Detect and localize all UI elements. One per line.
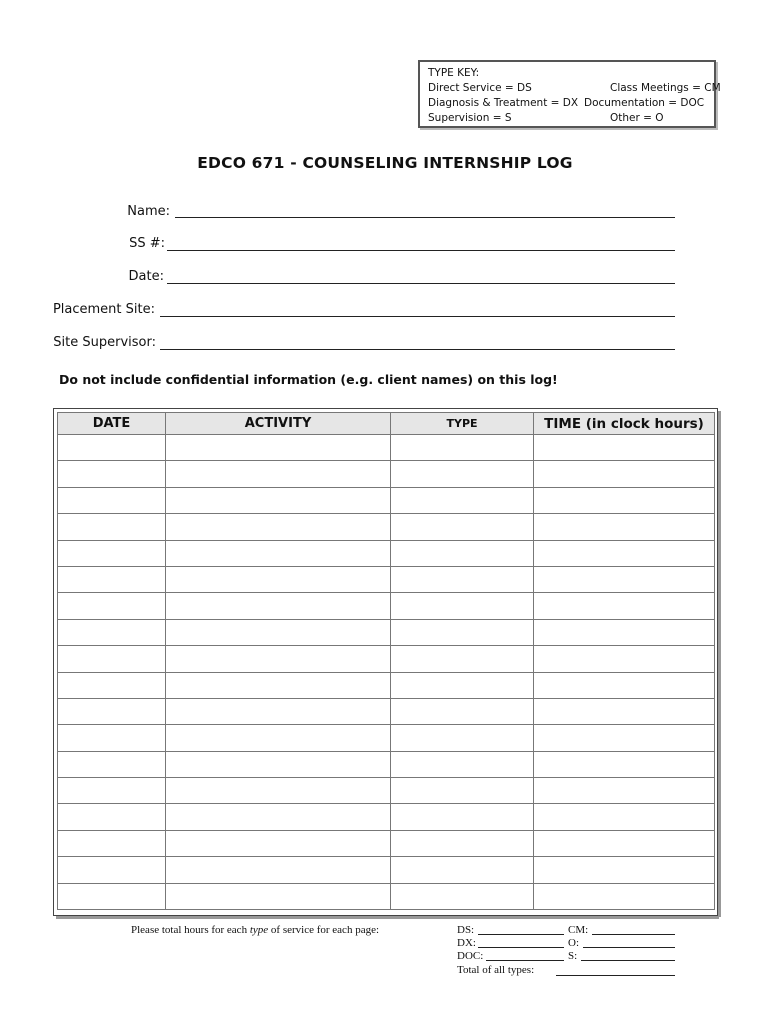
placement-site-field[interactable] — [160, 316, 675, 317]
date-field[interactable] — [167, 283, 675, 284]
activity-cell[interactable] — [166, 830, 391, 856]
type-cell[interactable] — [391, 751, 534, 777]
activity-cell[interactable] — [166, 778, 391, 804]
table-row — [58, 725, 715, 751]
date-cell[interactable] — [58, 593, 166, 619]
log-grid — [57, 412, 715, 910]
activity-cell[interactable] — [166, 593, 391, 619]
time-cell[interactable] — [534, 778, 715, 804]
placement-site-label: Placement Site: — [52, 302, 155, 317]
table-header-row — [58, 413, 715, 435]
ss-field[interactable] — [167, 250, 675, 251]
date-cell[interactable] — [58, 619, 166, 645]
activity-cell[interactable] — [166, 751, 391, 777]
date-cell[interactable] — [58, 672, 166, 698]
date-cell[interactable] — [58, 751, 166, 777]
activity-cell[interactable] — [166, 487, 391, 513]
time-cell[interactable] — [534, 672, 715, 698]
activity-cell[interactable] — [166, 804, 391, 830]
time-cell[interactable] — [534, 540, 715, 566]
name-label: Name: — [127, 204, 170, 219]
table-row — [58, 540, 715, 566]
table-row — [58, 804, 715, 830]
table-row — [58, 857, 715, 883]
table-row — [58, 830, 715, 856]
type-cell[interactable] — [391, 830, 534, 856]
site-supervisor-label: Site Supervisor: — [53, 335, 156, 350]
time-cell[interactable] — [534, 698, 715, 724]
table-row — [58, 646, 715, 672]
ss-label: SS #: — [129, 236, 165, 251]
table-row — [58, 619, 715, 645]
table-row — [58, 593, 715, 619]
date-cell[interactable] — [58, 804, 166, 830]
totals-instruction-a: Please total hours for each — [131, 924, 250, 936]
type-key-doc: Documentation = DOC — [584, 97, 705, 109]
date-cell[interactable] — [58, 566, 166, 592]
type-cell[interactable] — [391, 646, 534, 672]
header-activity: ACTIVITY — [166, 413, 391, 435]
date-label: Date: — [128, 269, 164, 284]
type-cell[interactable] — [391, 540, 534, 566]
activity-cell[interactable] — [166, 725, 391, 751]
type-cell[interactable] — [391, 566, 534, 592]
type-cell[interactable] — [391, 593, 534, 619]
type-key-cm: Class Meetings = CM — [610, 82, 721, 94]
activity-cell[interactable] — [166, 540, 391, 566]
table-row — [58, 751, 715, 777]
type-cell[interactable] — [391, 435, 534, 461]
date-cell[interactable] — [58, 646, 166, 672]
time-cell[interactable] — [534, 646, 715, 672]
table-shadow-bottom — [56, 916, 719, 919]
type-cell[interactable] — [391, 514, 534, 540]
date-cell[interactable] — [58, 698, 166, 724]
total-doc-label: DOC: — [457, 950, 484, 962]
activity-cell[interactable] — [166, 883, 391, 909]
total-doc-field[interactable] — [486, 960, 564, 961]
site-supervisor-field[interactable] — [160, 349, 675, 350]
time-cell[interactable] — [534, 435, 715, 461]
page-title: EDCO 671 - COUNSELING INTERNSHIP LOG — [197, 154, 573, 172]
table-row — [58, 487, 715, 513]
date-cell[interactable] — [58, 461, 166, 487]
time-cell[interactable] — [534, 619, 715, 645]
date-cell[interactable] — [58, 514, 166, 540]
time-cell[interactable] — [534, 804, 715, 830]
table-row — [58, 435, 715, 461]
type-cell[interactable] — [391, 698, 534, 724]
type-cell[interactable] — [391, 672, 534, 698]
totals-instruction — [131, 924, 379, 936]
total-cm-field[interactable] — [592, 934, 675, 935]
date-cell[interactable] — [58, 883, 166, 909]
table-row — [58, 672, 715, 698]
date-cell[interactable] — [58, 778, 166, 804]
total-s-field[interactable] — [581, 960, 675, 961]
table-row — [58, 514, 715, 540]
total-s-label: S: — [568, 950, 578, 962]
time-cell[interactable] — [534, 857, 715, 883]
table-row — [58, 566, 715, 592]
header-type: TYPE — [391, 413, 534, 435]
name-field[interactable] — [175, 217, 675, 218]
activity-cell[interactable] — [166, 698, 391, 724]
internship-log-table — [53, 408, 718, 916]
ss-label-wrap — [0, 236, 165, 254]
table-shadow-right — [718, 411, 721, 917]
type-cell[interactable] — [391, 461, 534, 487]
table-row — [58, 698, 715, 724]
type-cell[interactable] — [391, 883, 534, 909]
type-cell[interactable] — [391, 804, 534, 830]
date-cell[interactable] — [58, 725, 166, 751]
total-o-field[interactable] — [583, 947, 675, 948]
total-dx-field[interactable] — [478, 947, 564, 948]
date-cell[interactable] — [58, 830, 166, 856]
type-cell[interactable] — [391, 487, 534, 513]
date-cell[interactable] — [58, 487, 166, 513]
activity-cell[interactable] — [166, 672, 391, 698]
total-ds-label: DS: — [457, 924, 475, 936]
totals-instruction-em: type — [249, 924, 269, 936]
activity-cell[interactable] — [166, 514, 391, 540]
total-o-label: O: — [568, 937, 579, 949]
time-cell[interactable] — [534, 725, 715, 751]
date-label-wrap — [0, 269, 164, 287]
time-cell[interactable] — [534, 487, 715, 513]
totals-instruction-b: of service for each page: — [268, 924, 380, 936]
type-key-heading: TYPE KEY: — [428, 67, 480, 79]
header-time: TIME (in clock hours) — [534, 413, 715, 435]
activity-cell[interactable] — [166, 461, 391, 487]
time-cell[interactable] — [534, 751, 715, 777]
date-cell[interactable] — [58, 857, 166, 883]
type-cell[interactable] — [391, 857, 534, 883]
activity-cell[interactable] — [166, 646, 391, 672]
type-key-dx: Diagnosis & Treatment = DX — [428, 97, 579, 109]
time-cell[interactable] — [534, 830, 715, 856]
table-row — [58, 883, 715, 909]
table-row — [58, 778, 715, 804]
confidentiality-warning: Do not include confidential information (e.g. client names) on this log! — [59, 372, 558, 387]
site-supervisor-label-wrap — [0, 335, 156, 353]
time-cell[interactable] — [534, 593, 715, 619]
time-cell[interactable] — [534, 514, 715, 540]
name-label-wrap — [0, 204, 170, 222]
placement-site-label-wrap — [0, 302, 155, 320]
total-dx-label: DX: — [457, 937, 476, 949]
header-date: DATE — [58, 413, 166, 435]
time-cell[interactable] — [534, 461, 715, 487]
total-all-field[interactable] — [556, 975, 675, 976]
activity-cell[interactable] — [166, 857, 391, 883]
type-key-o: Other = O — [610, 112, 664, 124]
date-cell[interactable] — [58, 540, 166, 566]
activity-cell[interactable] — [166, 619, 391, 645]
date-cell[interactable] — [58, 435, 166, 461]
activity-cell[interactable] — [166, 566, 391, 592]
type-cell[interactable] — [391, 725, 534, 751]
total-all-label: Total of all types: — [457, 964, 535, 976]
table-row — [58, 461, 715, 487]
time-cell[interactable] — [534, 566, 715, 592]
total-cm-label: CM: — [568, 924, 589, 936]
type-cell[interactable] — [391, 778, 534, 804]
time-cell[interactable] — [534, 883, 715, 909]
type-key-s: Supervision = S — [428, 112, 512, 124]
type-cell[interactable] — [391, 619, 534, 645]
total-ds-field[interactable] — [478, 934, 564, 935]
activity-cell[interactable] — [166, 435, 391, 461]
type-key-ds: Direct Service = DS — [428, 82, 532, 94]
type-key-box — [418, 60, 721, 128]
